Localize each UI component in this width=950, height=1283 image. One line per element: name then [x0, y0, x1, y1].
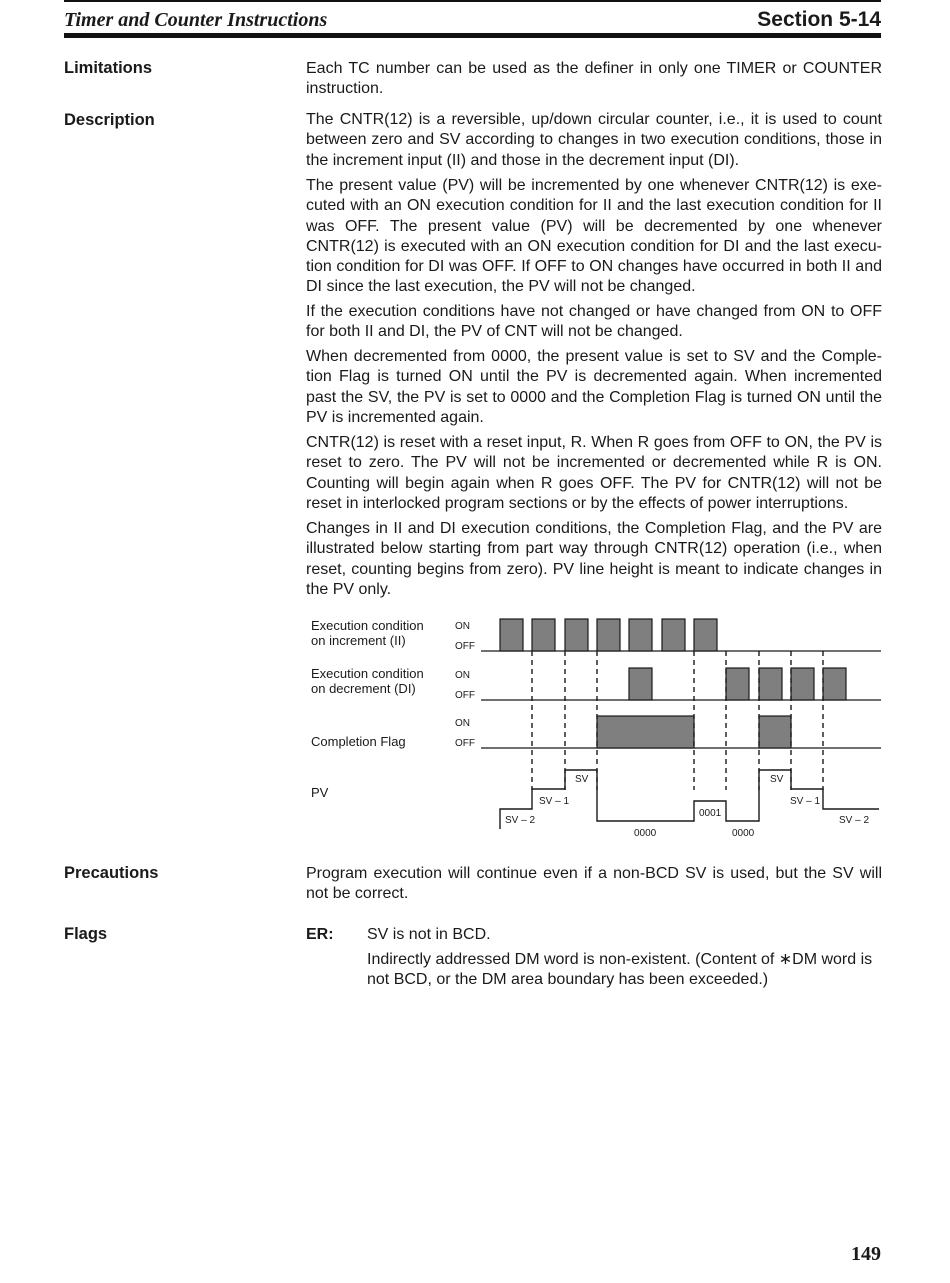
precautions-label: Precautions [64, 864, 159, 882]
pv-label-sv-minus-2-left: SV – 2 [505, 815, 536, 826]
pv-label-sv-minus-1-right: SV – 1 [790, 796, 821, 807]
description-paragraph-5: CNTR(12) is reset with a reset input, R. When R goes from OFF to ON, the PV is reset to zero. The PV will not be incremented or decremented while R is ON. Counting will begin again when R goes OFF. The PV for CNTR(12) will not be reset in interlocked program sections or by the effects of power interruptions. [306, 434, 882, 512]
di-pulse-5 [823, 668, 846, 700]
di-on-label: ON [455, 670, 470, 681]
di-pulse-1 [629, 668, 652, 700]
cf-on-label: ON [455, 718, 470, 729]
ii-on-label: ON [455, 621, 470, 632]
pv-label-0000-right: 0000 [732, 828, 755, 839]
description-paragraph-6: Changes in II and DI execution conditions, the Completion Flag, and the PV are illustrated below starting from part way through CNTR(12) operation (i.e., when reset, counting begins from zero). PV line height is meant to indicate changes in the PV only. [306, 520, 882, 598]
ii-pulse-2 [532, 619, 555, 651]
pv-label-sv-right: SV [770, 774, 784, 785]
description-paragraph-2: The present value (PV) will be incremented by one whenever CNTR(12) is exe-cuted with an ON execution condition for II and the last execution condition for II was OFF. The present value (PV) will be decremented by one whenever CNTR(12) is executed with an ON execution condition for DI and the last execu-tion condition for DI was OFF. If OFF to ON changes have occurred in both II and DI since the last execution, the PV will not be changed. [306, 177, 882, 296]
pv-label-sv-minus-1-left: SV – 1 [539, 796, 570, 807]
ii-pulse-7 [694, 619, 717, 651]
limitations-label: Limitations [64, 59, 153, 77]
precautions-text: Program execution will continue even if a non-BCD SV is used, but the SV will not be correct. [306, 865, 882, 903]
row-label-ii-line2: on increment (II) [311, 633, 406, 648]
header-section: Section 5-14 [757, 8, 881, 31]
description-paragraph-4: When decremented from 0000, the present value is set to SV and the Comple-tion Flag is turned ON until the PV is decremented again. When incremented past the SV, the PV is set to 0000 and the Completion Flag is turned ON until the PV is incremented again. [306, 348, 882, 426]
page-number: 149 [851, 1243, 881, 1265]
ii-pulse-5 [629, 619, 652, 651]
flag-er-key: ER: [306, 926, 334, 943]
row-label-completion-flag: Completion Flag [311, 734, 406, 749]
row-label-di-line2: on decrement (DI) [311, 681, 416, 696]
di-pulse-4 [791, 668, 814, 700]
pv-label-sv-left: SV [575, 774, 589, 785]
ii-pulse-1 [500, 619, 523, 651]
row-label-ii-line1: Execution condition [311, 618, 424, 633]
description-paragraph-1: The CNTR(12) is a reversible, up/down circular counter, i.e., it is used to count between zero and SV according to changes in two execution conditions, those in the increment input (II) and those in the decrement input (DI). [306, 111, 882, 169]
ii-off-label: OFF [455, 641, 475, 652]
flag-er-item-1: SV is not in BCD. [367, 926, 491, 943]
row-label-di-line1: Execution condition [311, 666, 424, 681]
cf-on-period-1 [597, 716, 694, 748]
cf-on-period-2 [759, 716, 791, 748]
description-label: Description [64, 111, 155, 129]
di-pulse-3 [759, 668, 782, 700]
flag-er-item-2: Indirectly addressed DM word is non-existent. (Content of ∗DM word is not BCD, or the DM area boundary has been exceeded.) [367, 951, 873, 989]
ii-pulse-4 [597, 619, 620, 651]
di-off-label: OFF [455, 690, 475, 701]
limitations-text: Each TC number can be used as the definer in only one TIMER or COUNTER instruction. [306, 60, 882, 98]
description-paragraph-3: If the execution conditions have not changed or have changed from ON to OFF for both II and DI, the PV of CNT will not be changed. [306, 303, 882, 341]
di-pulse-2 [726, 668, 749, 700]
pv-label-0001: 0001 [699, 808, 722, 819]
row-label-pv: PV [311, 785, 329, 800]
header-title: Timer and Counter Instructions [64, 9, 328, 31]
pv-label-0000-left: 0000 [634, 828, 657, 839]
ii-pulse-3 [565, 619, 588, 651]
ii-pulse-6 [662, 619, 685, 651]
pv-label-sv-minus-2-right: SV – 2 [839, 815, 870, 826]
cf-off-label: OFF [455, 738, 475, 749]
flags-label: Flags [64, 925, 108, 943]
